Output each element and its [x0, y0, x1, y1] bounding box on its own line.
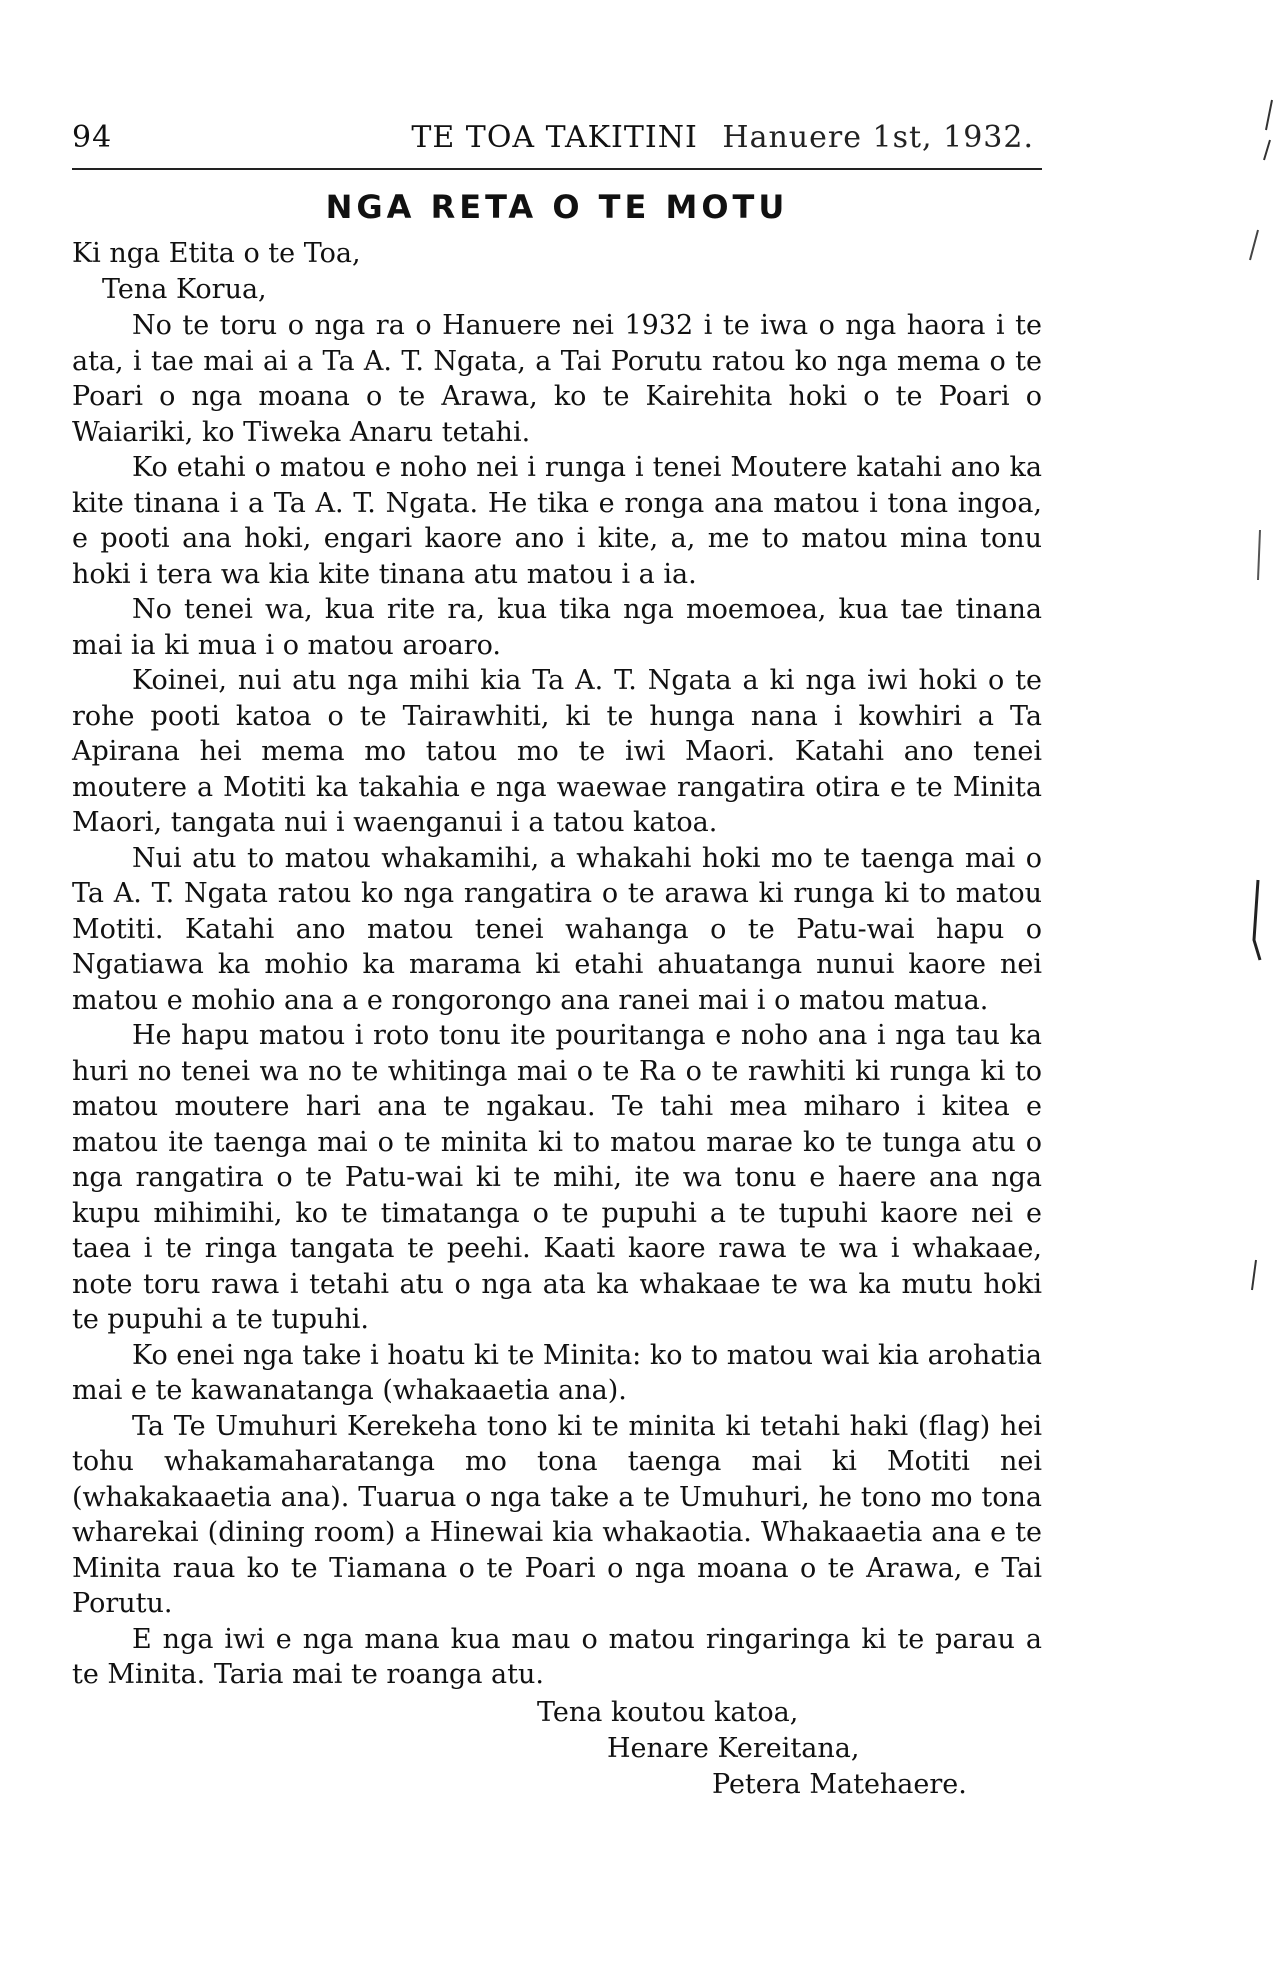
page-header: [72, 120, 1042, 170]
paragraph: No tenei wa, kua rite ra, kua tika nga moemoea, kua tae tinana mai ia ki mua i o matou aroaro.: [72, 594, 1042, 661]
paragraph: He hapu matou i roto tonu ite pouritanga e noho ana i nga tau ka huri no tenei wa no te whitinga mai o te Ra o te rawhiti ki runga ki to matou moutere hari ana te ngakau. Te tahi mea miharo i kitea e matou ite taenga mai o te minita ki to matou marae ko te tunga atu o nga rangatira o te Patu-wai ki te mihi, ite wa tonu e haere ana nga kupu mihimihi, ko te timatanga o te pupuhi a te tupuhi kaore nei e taea i te ringa tangata te peehi. Kaati kaore rawa te wa i whakaae, note toru rawa i tetahi atu o nga ata ka whakaae te wa ka mutu hoki te pupuhi a te tupuhi.: [72, 1020, 1042, 1335]
paragraph: No te toru o nga ra o Hanuere nei 1932 i te iwa o nga haora i te ata, i tae mai ai a Ta A. T. Ngata, a Tai Porutu ratou ko nga mema o te Poari o nga moana o te Arawa, ko te Kairehita hoki o te Poari o Waiariki, ko Tiweka Anaru tetahi.: [72, 310, 1042, 448]
signoff: [72, 1695, 1042, 1803]
signoff-closing: Tena koutou katoa,: [537, 1696, 799, 1728]
paragraph: Koinei, nui atu nga mihi kia Ta A. T. Ngata a ki nga iwi hoki o te rohe pooti katoa o te Tairawhiti, ki te hunga nana i kowhiri a Ta Apirana hei mema mo tatou mo te iwi Maori. Katahi ano tenei moutere a Motiti ka takahia e nga waewae rangatira otira e te Minita Maori, tangata nui i waenganui i a tatou katoa.: [72, 665, 1042, 838]
paragraph: Nui atu to matou whakamihi, a whakahi hoki mo te taenga mai o Ta A. T. Ngata ratou ko nga rangatira o te arawa ki runga ki to matou Motiti. Katahi ano matou tenei wahanga o te Patu-wai hapu o Ngatiawa ka mohio ka marama ki etahi ahuatanga nunui kaore nei matou e mohio ana a e rongorongo ana ranei mai i o matou matua.: [72, 842, 1042, 1016]
paragraph: Ta Te Umuhuri Kerekeha tono ki te minita ki tetahi haki (flag) hei tohu whakamaharatanga mo tona taenga mai ki Motiti nei (whakakaaetia ana). Tuarua o nga take a te Umuhuri, he tono mo tona wharekai (dining room) a Hinewai kia whakaotia. Whakaaetia ana e te Minita raua ko te Tiamana o te Poari o nga moana o te Arawa, e Tai Porutu.: [72, 1410, 1042, 1619]
signatory-name: Henare Kereitana,: [607, 1732, 860, 1764]
document-page: [72, 120, 1042, 1803]
issue-date: Hanuere 1st, 1932.: [722, 120, 1034, 155]
scan-edge-marks: [1240, 60, 1280, 1560]
paragraph: E nga iwi e nga mana kua mau o matou ringaringa ki te parau a te Minita. Taria mai te roanga atu.: [72, 1623, 1042, 1690]
paragraph: Ko etahi o matou e noho nei i runga i tenei Moutere katahi ano ka kite tinana i a Ta A. T. Ngata. He tika e ronga ana matou i tona ingoa, e pooti ana hoki, engari kaore ano i kite, a, me to matou mina tonu hoki i tera wa kia kite tinana atu matou i a ia.: [72, 452, 1042, 590]
running-title: [322, 120, 1042, 155]
salutation-to: Ki nga Etita o te Toa,: [72, 238, 361, 269]
publication-name: TE TOA TAKITINI: [411, 120, 698, 155]
page-number: 94: [72, 120, 113, 155]
paragraph: Ko enei nga take i hoatu ki te Minita: ko to matou wai kia arohatia mai e te kawanatanga (whakaaetia ana).: [72, 1339, 1042, 1406]
signatory-name: Petera Matehaere.: [712, 1768, 967, 1800]
salutation: [72, 236, 1042, 308]
salutation-greeting: Tena Korua,: [102, 274, 267, 305]
article-title: NGA RETA O TE MOTU: [325, 188, 789, 226]
article-body: [72, 308, 1042, 1693]
